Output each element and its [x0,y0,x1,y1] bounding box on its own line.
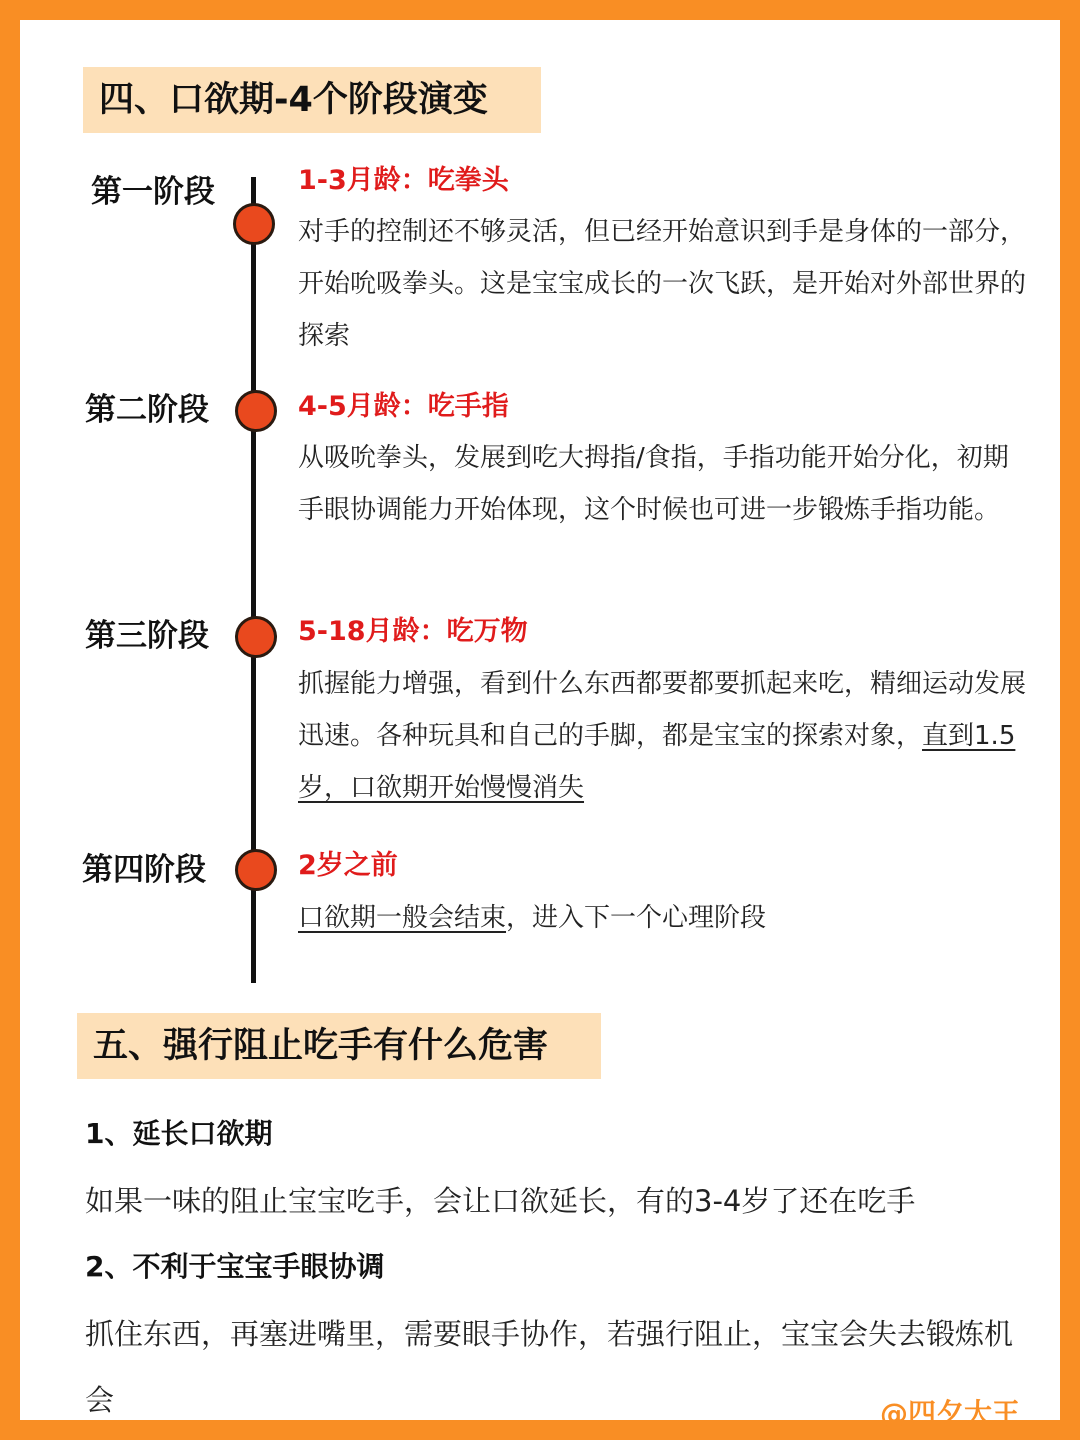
stage3-label: 第三阶段 [85,618,209,654]
stage4-title: 2岁之前 [298,850,398,881]
stage1-desc: 对手的控制还不够灵活，但已经开始意识到手是身体的一部分，开始吮吸拳头。这是宝宝成长的一次飞跃，是开始对外部世界的探索 [298,217,1027,351]
point1-text: 如果一味的阻止宝宝吃手，会让口欲延长，有的3-4岁了还在吃手 [85,1184,916,1218]
stage3-desc [298,658,1033,814]
stage2-title: 4-5月龄：吃手指 [298,391,509,422]
stage4-dot [235,849,277,891]
stage2-label: 第二阶段 [85,392,209,428]
section4-heading: 四、口欲期-4个阶段演变 [83,67,541,133]
stage4-desc-plain: ，进入下一个心理阶段 [506,903,767,933]
section5-heading: 五、强行阻止吃手有什么危害 [77,1013,601,1079]
stage4-label: 第四阶段 [82,852,206,888]
stage1-label: 第一阶段 [91,174,215,210]
stage1-dot [233,203,275,245]
stage2-desc: 从吸吮拳头，发展到吃大拇指/食指，手指功能开始分化，初期手眼协调能力开始体现，这个时候也可进一步锻炼手指功能。 [298,443,1009,525]
stage3-desc-plain: 抓握能力增强，看到什么东西都要都要抓起来吃，精细运动发展迅速。各种玩具和自己的手脚，都是宝宝的探索对象， [298,669,1027,751]
stage3-dot [235,616,277,658]
stage4-desc [298,892,1033,944]
point2-title: 2、不利于宝宝手眼协调 [85,1250,385,1283]
stage3-desc-underlined: 直到1.5岁，口欲期开始慢慢消失 [298,721,1016,803]
stage1-title: 1-3月龄：吃拳头 [298,165,509,196]
stage3-title: 5-18月龄：吃万物 [298,616,528,647]
stage2-dot [235,390,277,432]
point2-text: 抓住东西，再塞进嘴里，需要眼手协作，若强行阻止，宝宝会失去锻炼机会 [85,1317,1014,1417]
point1-title: 1、延长口欲期 [85,1117,273,1150]
stage4-desc-underlined: 口欲期一般会结束 [298,903,507,933]
watermark: @四夕大王 [879,1397,1020,1430]
